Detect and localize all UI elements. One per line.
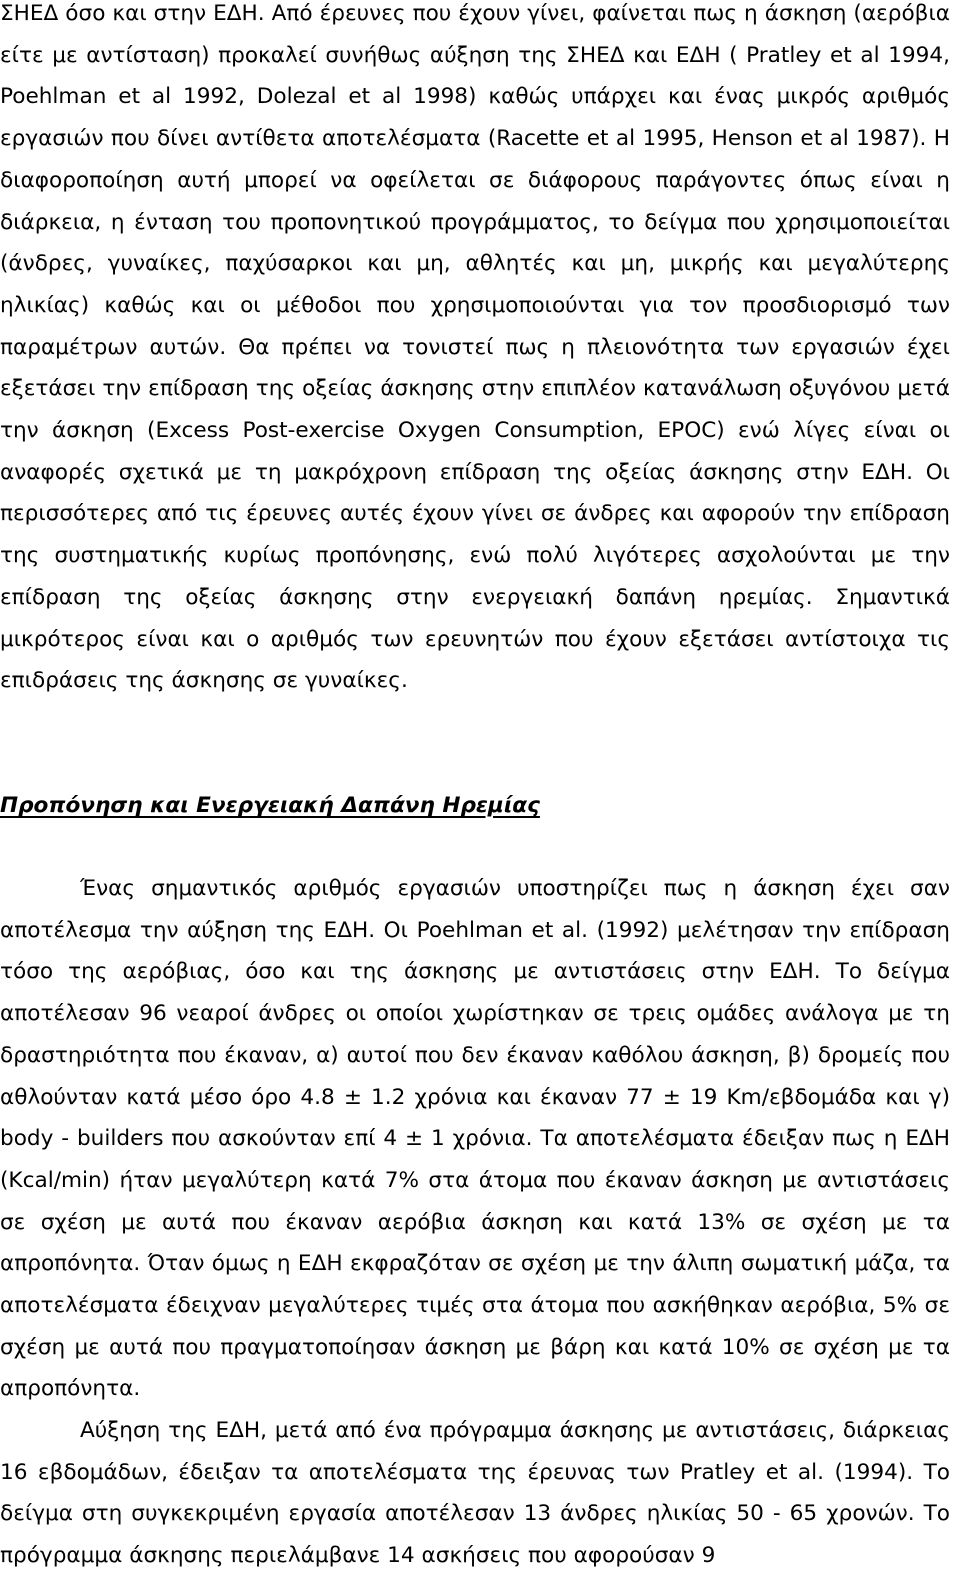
section-heading: Προπόνηση και Ενεργειακή Δαπάνη Ηρεμίας: [0, 793, 540, 818]
body-paragraph: ΣΗΕΔ όσο και στην ΕΔΗ. Από έρευνες που έχουν γίνει, φαίνεται πως η άσκηση (αερόβια είτε με αντίσταση) προκαλεί συνήθως αύξηση της ΣΗΕΔ και ΕΔΗ ( Pratley et al 1994, Poehlman et al 1992, Dolezal et al 1998) καθώς υπάρχει και ένας μικρός αριθμός εργασιών που δίνει αντίθετα αποτελέσματα (Racette et al 1995, Henson et al 1987). Η διαφοροποίηση αυτή μπορεί να οφείλεται σε διάφορους παράγοντες όπως είναι η διάρκεια, η ένταση του προπονητικού προγράμματος, το δείγμα που χρησιμοποιείται (άνδρες, γυναίκες, παχύσαρκοι και μη, αθλητές και μη, μικρής και μεγαλύτερης ηλικίας) καθώς και οι μέθοδοι που χρησιμοποιούνται για τον προσδιορισμό των παραμέτρων αυτών. Θα πρέπει να τονιστεί πως η πλειονότητα των εργασιών έχει εξετάσει την επίδραση της οξείας άσκησης στην επιπλέον κατανάλωση οξυγόνου μετά την άσκηση (Excess Post-exercise Oxygen Consumption, EPOC) ενώ λίγες είναι οι αναφορές σχετικά με τη μακρόχρονη επίδραση της οξείας άσκησης στην ΕΔΗ. Οι περισσότερες από τις έρευνες αυτές έχουν γίνει σε άνδρες και αφορούν την επίδραση της συστηματικής κυρίως προπόνησης, ενώ πολύ λιγότερες ασχολούνται με την επίδραση της οξείας άσκησης στην ενεργειακή δαπάνη ηρεμίας. Σημαντικά μικρότερος είναι και ο αριθμός των ερευνητών που έχουν εξετάσει αντίστοιχα τις επιδράσεις της άσκησης σε γυναίκες.: [0, 1, 950, 694]
body-paragraph: Αύξηση της ΕΔΗ, μετά από ένα πρόγραμμα άσκησης με αντιστάσεις, διάρκειας 16 εβδομάδων, έδειξαν τα αποτελέσματα της έρευνας των Pratley et al. (1994). Το δείγμα στη συγκεκριμένη εργασία αποτέλεσαν 13 άνδρες ηλικίας 50 - 65 χρονών. Το πρόγραμμα άσκησης περιελάμβανε 14 ασκήσεις που αφορούσαν 9: [0, 1418, 950, 1569]
body-paragraph: Ένας σημαντικός αριθμός εργασιών υποστηρίζει πως η άσκηση έχει σαν αποτέλεσμα την αύξηση της ΕΔΗ. Οι Poehlman et al. (1992) μελέτησαν την επίδραση τόσο της αερόβιας, όσο και της άσκησης με αντιστάσεις στην ΕΔΗ. Το δείγμα αποτέλεσαν 96 νεαροί άνδρες οι οποίοι χωρίστηκαν σε τρεις ομάδες ανάλογα με τη δραστηριότητα που έκαναν, α) αυτοί που δεν έκαναν καθόλου άσκηση, β) δρομείς που αθλούνταν κατά μέσο όρο 4.8 ± 1.2 χρόνια και έκαναν 77 ± 19 Km/εβδομάδα και γ) body - builders που ασκούνταν επί 4 ± 1 χρόνια. Τα αποτελέσματα έδειξαν πως η ΕΔΗ (Kcal/min) ήταν μεγαλύτερη κατά 7% στα άτομα που έκαναν άσκηση με αντιστάσεις σε σχέση με αυτά που έκαναν αερόβια άσκηση και κατά 13% σε σχέση με τα απροπόνητα. Όταν όμως η ΕΔΗ εκφραζόταν σε σχέση με την άλιπη σωματική μάζα, τα αποτελέσματα έδειχναν μεγαλύτερες τιμές στα άτομα που ασκήθηκαν αερόβια, 5% σε σχέση με αυτά που πραγματοποίησαν άσκηση με βάρη και κατά 10% σε σχέση με τα απροπόνητα.: [0, 876, 950, 1402]
